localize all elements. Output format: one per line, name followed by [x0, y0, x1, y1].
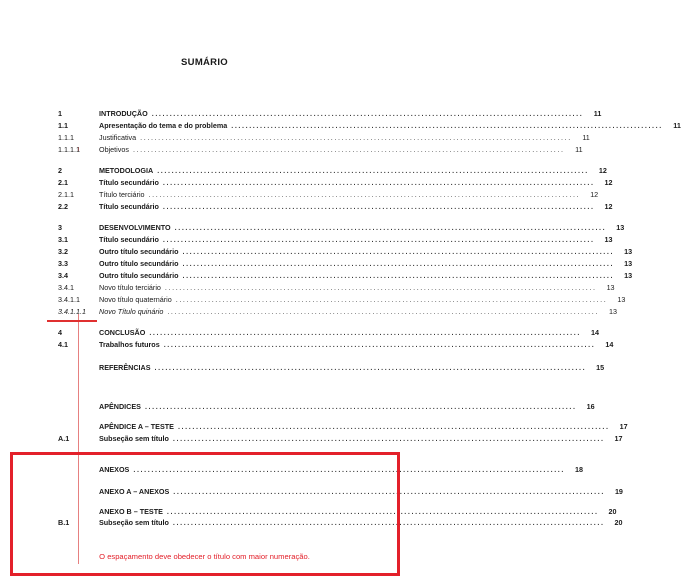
toc-entry-page: 13 [624, 259, 633, 268]
toc-entry-leader: ........................................................................................................................ [163, 340, 596, 349]
toc-entry-page: 14 [590, 328, 599, 337]
toc-entry-page: 15 [596, 363, 605, 372]
toc-entry-page: 11 [582, 133, 590, 142]
toc-entry-label: CONCLUSÃO [99, 328, 146, 337]
toc-entry-page: 12 [590, 190, 599, 199]
toc-entry-number: 4 [58, 328, 62, 337]
toc-entry-number: 3.4.1 [58, 283, 74, 292]
toc-entry [58, 294, 626, 305]
toc-entry-label: Subseção sem título [99, 518, 169, 527]
toc-entry [58, 189, 599, 200]
toc-entry-label: Objetivos [99, 145, 129, 154]
toc-entry-page: 13 [616, 223, 625, 232]
toc-entry-page: 11 [593, 109, 602, 118]
toc-entry [58, 339, 614, 350]
toc-entry-page: 16 [586, 402, 595, 411]
toc-entry-label: ANEXOS [99, 465, 130, 474]
toc-entry-leader: ........................................................................................................................ [144, 402, 577, 411]
toc-entry-number: 3.2 [58, 247, 68, 256]
toc-entry-page: 12 [604, 202, 613, 211]
toc-entry-number: 2.1 [58, 178, 68, 187]
toc-entry-label: REFERÊNCIAS [99, 363, 151, 372]
toc-entry-page: 13 [608, 307, 617, 316]
toc-entry-page: 17 [614, 434, 623, 443]
toc-entry-number: 1.1.1 [58, 133, 74, 142]
toc-entry-leader: ........................................................................................................................ [162, 202, 595, 211]
toc-entry [58, 108, 602, 119]
toc-entry-page: 14 [605, 340, 614, 349]
toc-entry-leader: ........................................................................................................................ [154, 363, 587, 372]
toc-entry-label: ANEXO A – ANEXOS [99, 487, 170, 496]
toc-entry [58, 258, 633, 269]
toc-entry-leader: ........................................................................................................................ [166, 507, 599, 516]
toc-entry-leader: ........................................................................................................................ [231, 121, 663, 130]
toc-entry [58, 401, 595, 412]
toc-entry-leader: ........................................................................................................................ [182, 259, 615, 268]
toc-entry-leader: ........................................................................................................................ [182, 247, 615, 256]
toc-entry [58, 421, 628, 432]
toc-entry-number: 3 [58, 223, 62, 232]
toc-entry-label: Novo título quaternário [99, 295, 172, 304]
toc-entry-label: Novo Título quinário [99, 307, 164, 316]
toc-entry-label: APÊNDICE A – TESTE [99, 422, 174, 431]
toc-entry-number: 2.2 [58, 202, 68, 211]
toc-entry-label: Outro título secundário [99, 247, 179, 256]
toc-entry-number: 3.3 [58, 259, 68, 268]
toc-entry-number: B.1 [58, 518, 70, 527]
spacing-annotation: O espaçamento deve obedecer o título com maior numeração. [99, 552, 310, 561]
toc-entry [58, 165, 607, 176]
toc-entry-number: 2.1.1 [58, 190, 74, 199]
toc-entry [58, 222, 625, 233]
toc-entry-label: APÊNDICES [99, 402, 141, 411]
toc-entry-leader: ........................................................................................................................ [172, 434, 605, 443]
toc-entry [58, 201, 613, 212]
toc-entry-number: 1.1 [58, 121, 68, 130]
toc-entry-leader: ........................................................................................................................ [140, 133, 572, 142]
toc-entry-number: 3.4.1.1.1 [58, 307, 86, 316]
toc-entry-label: DESENVOLVIMENTO [99, 223, 171, 232]
toc-entry-label: Título secundário [99, 178, 159, 187]
toc-entry-leader: ........................................................................................................................ [133, 465, 565, 474]
toc-entry-leader: ........................................................................................................................ [174, 223, 607, 232]
toc-entry-label: Subseção sem título [99, 434, 169, 443]
toc-entry-page: 17 [619, 422, 628, 431]
toc-entry [58, 282, 615, 293]
toc-entry-page: 20 [608, 507, 617, 516]
toc-entry [58, 246, 633, 257]
toc-entry-label: Outro título secundário [99, 259, 179, 268]
toc-entry-number: 2 [58, 166, 62, 175]
toc-entry-number: 1 [58, 109, 62, 118]
toc-entry-leader: ........................................................................................................................ [162, 235, 595, 244]
toc-entry-label: INTRODUÇÃO [99, 109, 148, 118]
toc-entry-label: Novo título terciário [99, 283, 161, 292]
toc-entry-label: Trabalhos futuros [99, 340, 160, 349]
longest-number-underline [47, 320, 97, 322]
toc-entry-label: Justificativa [99, 133, 137, 142]
toc-entry-label: Título secundário [99, 202, 159, 211]
toc-entry-leader: ........................................................................................................................ [151, 109, 584, 118]
toc-entry-page: 13 [624, 271, 633, 280]
toc-entry-label: ANEXO B – TESTE [99, 507, 163, 516]
toc-entry-leader: ........................................................................................................................ [173, 487, 605, 496]
toc-entry-page: 12 [604, 178, 613, 187]
toc-entry-leader: ........................................................................................................................ [177, 422, 610, 431]
toc-entry-number: 3.1 [58, 235, 68, 244]
toc-entry-label: Outro título secundário [99, 271, 179, 280]
toc-entry-leader: ........................................................................................................................ [149, 328, 581, 337]
toc-entry [58, 306, 617, 317]
toc-entry [58, 120, 681, 131]
toc-entry-page: 11 [673, 121, 681, 130]
toc-entry-page: 13 [624, 247, 633, 256]
toc-entry-number: A.1 [58, 434, 70, 443]
toc-entry-label: Título terciário [99, 190, 145, 199]
toc-entry-page: 13 [617, 295, 626, 304]
toc-entry [58, 433, 623, 444]
toc-entry-number: 3.4.1.1 [58, 295, 80, 304]
page-title: SUMÁRIO [181, 57, 228, 68]
toc-entry-leader: ........................................................................................................................ [148, 190, 581, 199]
toc-entry-page: 13 [604, 235, 613, 244]
toc-entry [58, 327, 599, 338]
toc-entry-page: 13 [606, 283, 615, 292]
toc-entry-leader: ........................................................................................................................ [157, 166, 589, 175]
toc-entry-leader: ........................................................................................................................ [182, 271, 615, 280]
toc-entry-label: METODOLOGIA [99, 166, 154, 175]
toc-entry-page: 18 [575, 465, 583, 474]
toc-entry-leader: ........................................................................................................................ [164, 283, 597, 292]
toc-entry [58, 362, 605, 373]
toc-entry [58, 144, 583, 155]
toc-entry-label: Apresentação do tema e do problema [99, 121, 228, 130]
toc-entry-page: 11 [575, 145, 583, 154]
toc-entry-leader: ........................................................................................................................ [132, 145, 565, 154]
toc-entry-number: 1.1.1.1 [58, 145, 80, 154]
toc-entry-leader: ........................................................................................................................ [167, 307, 599, 316]
toc-entry-page: 20 [614, 518, 623, 527]
toc-entry-page: 19 [614, 487, 623, 496]
toc-entry-leader: ........................................................................................................................ [172, 518, 605, 527]
toc-entry-number: 4.1 [58, 340, 68, 349]
toc-entry-leader: ........................................................................................................................ [162, 178, 595, 187]
toc-entry-page: 12 [598, 166, 607, 175]
toc-entry [58, 270, 633, 281]
toc-entry [58, 177, 613, 188]
toc-entry-leader: ........................................................................................................................ [175, 295, 608, 304]
toc-entry-label: Título secundário [99, 235, 159, 244]
toc-entry [58, 234, 613, 245]
toc-entry [58, 132, 590, 143]
toc-entry-number: 3.4 [58, 271, 68, 280]
